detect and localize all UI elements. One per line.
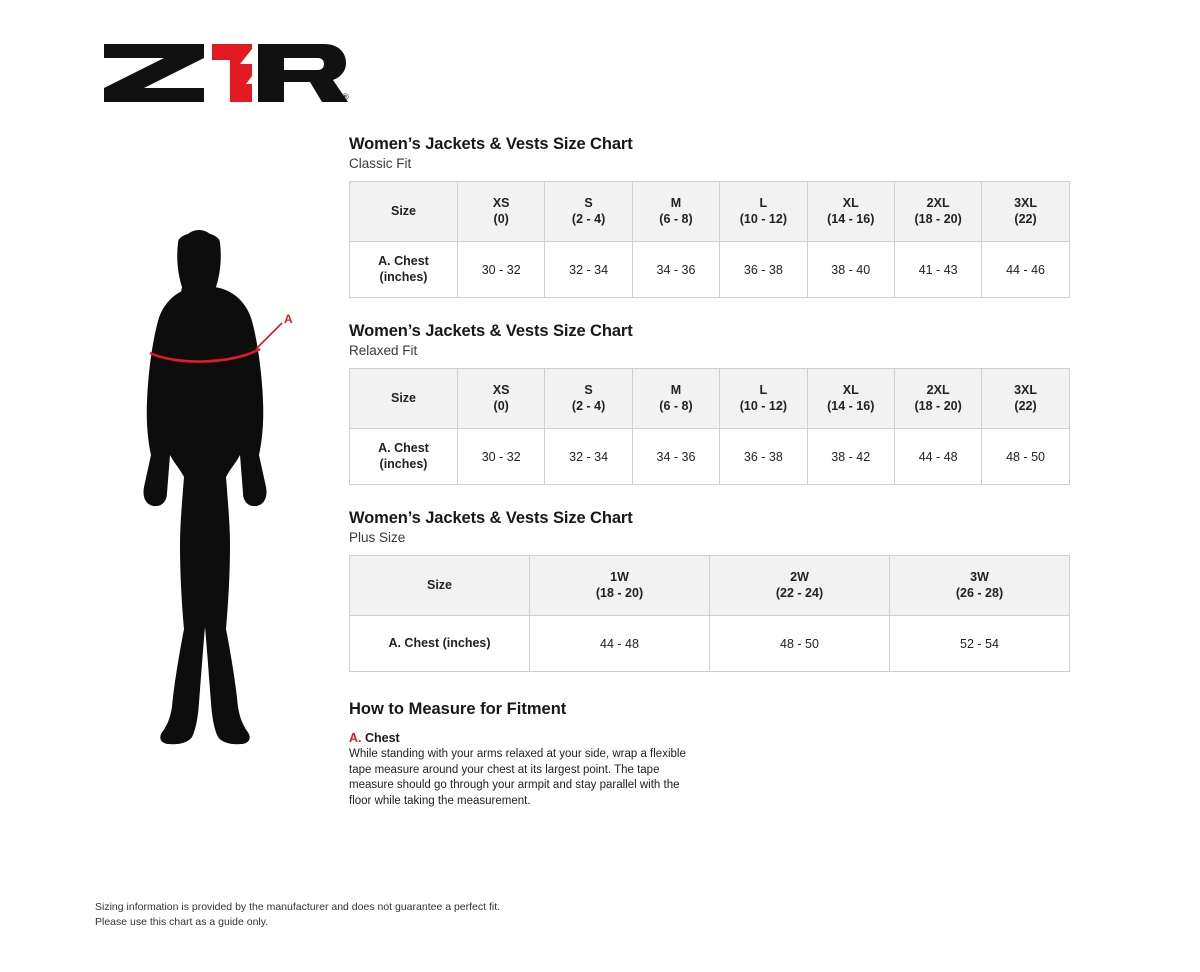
measurement-marker-a: A <box>284 312 293 326</box>
chart-subtitle: Plus Size <box>349 530 406 545</box>
table-header-row <box>350 182 1070 242</box>
cell-chest-3xl: 44 - 46 <box>982 242 1069 298</box>
cell-chest-2xl: 44 - 48 <box>894 429 981 485</box>
how-to-measure-heading: How to Measure for Fitment <box>349 700 567 718</box>
table-header-row <box>350 556 1070 616</box>
cell-chest-m: 34 - 36 <box>632 242 719 298</box>
cell-chest-2xl: 41 - 43 <box>894 242 981 298</box>
header-col-xs: XS (0) <box>458 369 545 429</box>
footer-line-2: Please use this chart as a guide only. <box>95 916 269 929</box>
cell-chest-xl: 38 - 40 <box>807 242 894 298</box>
header-col-3xl: 3XL (22) <box>982 369 1069 429</box>
chart-subtitle: Relaxed Fit <box>349 343 418 358</box>
measure-marker: A. <box>349 731 362 745</box>
cell-chest-xs: 30 - 32 <box>458 242 545 298</box>
chart-plus-size <box>349 509 1071 672</box>
chart-title: Women’s Jackets & Vests Size Chart <box>349 509 633 527</box>
header-col-l: L (10 - 12) <box>720 369 807 429</box>
size-table-classic <box>349 181 1070 298</box>
cell-chest-xs: 30 - 32 <box>458 429 545 485</box>
chart-classic-fit <box>349 135 1071 298</box>
how-to-measure-section <box>349 700 1071 809</box>
cell-chest-m: 34 - 36 <box>632 429 719 485</box>
header-col-1w: 1W (18 - 20) <box>530 556 710 616</box>
footer-disclaimer <box>95 900 500 930</box>
cell-chest-1w: 44 - 48 <box>530 616 710 672</box>
measure-item-label <box>349 731 1071 745</box>
header-size-label: Size <box>350 369 458 429</box>
header-col-2xl: 2XL (18 - 20) <box>894 182 981 242</box>
chart-relaxed-fit <box>349 322 1071 485</box>
header-col-2xl: 2XL (18 - 20) <box>894 369 981 429</box>
row-label-chest: A. Chest (inches) <box>350 429 458 485</box>
header-col-m: M (6 - 8) <box>632 182 719 242</box>
cell-chest-3w: 52 - 54 <box>890 616 1070 672</box>
chart-subtitle: Classic Fit <box>349 156 412 171</box>
cell-chest-l: 36 - 38 <box>720 242 807 298</box>
section-spacer <box>349 298 1071 322</box>
footer-line-1: Sizing information is provided by the manufacturer and does not guarantee a perfect fit. <box>95 901 501 913</box>
table-header-row <box>350 369 1070 429</box>
chest-leader-line <box>256 323 282 349</box>
table-row <box>350 616 1070 672</box>
table-row <box>350 242 1070 298</box>
cell-chest-xl: 38 - 42 <box>807 429 894 485</box>
cell-chest-s: 32 - 34 <box>545 429 632 485</box>
measure-name: Chest <box>364 731 400 745</box>
cell-chest-3xl: 48 - 50 <box>982 429 1069 485</box>
chart-title: Women’s Jackets & Vests Size Chart <box>349 135 633 153</box>
z1r-logo <box>100 42 350 104</box>
header-size-label: Size <box>350 556 530 616</box>
cell-chest-2w: 48 - 50 <box>710 616 890 672</box>
cell-chest-s: 32 - 34 <box>545 242 632 298</box>
header-col-s: S (2 - 4) <box>545 369 632 429</box>
section-spacer <box>349 485 1071 509</box>
header-col-xl: XL (14 - 16) <box>807 182 894 242</box>
female-body-silhouette <box>120 225 300 755</box>
row-label-chest: A. Chest (inches) <box>350 616 530 672</box>
header-col-3w: 3W (26 - 28) <box>890 556 1070 616</box>
charts-content <box>349 135 1071 809</box>
header-col-xs: XS (0) <box>458 182 545 242</box>
header-col-2w: 2W (22 - 24) <box>710 556 890 616</box>
header-col-m: M (6 - 8) <box>632 369 719 429</box>
header-col-l: L (10 - 12) <box>720 182 807 242</box>
registered-mark: ® <box>342 92 349 102</box>
header-col-xl: XL (14 - 16) <box>807 369 894 429</box>
header-col-3xl: 3XL (22) <box>982 182 1069 242</box>
size-table-relaxed <box>349 368 1070 485</box>
row-label-chest: A. Chest (inches) <box>350 242 458 298</box>
table-row <box>350 429 1070 485</box>
header-size-label: Size <box>350 182 458 242</box>
chart-title: Women’s Jackets & Vests Size Chart <box>349 322 633 340</box>
cell-chest-l: 36 - 38 <box>720 429 807 485</box>
measure-description: While standing with your arms relaxed at your side, wrap a flexible tape measure around your chest at its largest point. The tape measure should go through your armpit and stay parallel with the floor while taking the measurement. <box>349 748 686 807</box>
size-table-plus <box>349 555 1070 672</box>
header-col-s: S (2 - 4) <box>545 182 632 242</box>
